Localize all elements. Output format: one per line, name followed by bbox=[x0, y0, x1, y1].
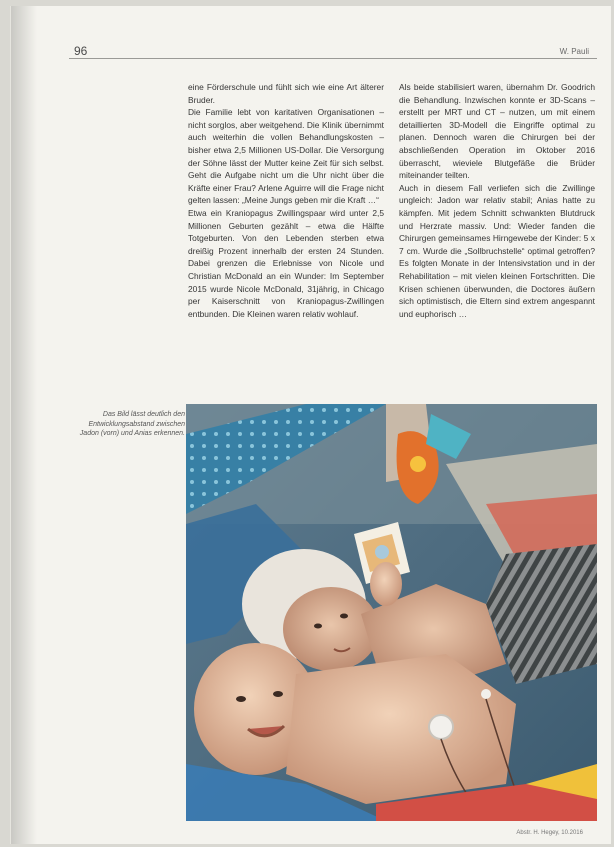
twins-photo bbox=[186, 404, 597, 821]
monitor-sensor bbox=[429, 715, 453, 739]
page-footer: Abstr. H. Hegey, 10.2016 bbox=[516, 830, 583, 836]
page-number: 96 bbox=[74, 44, 88, 58]
paragraph: Als beide stabilisiert waren, übernahm Dr. Goodrich die Behandlung. Inzwischen konnte er 3D-Scans – erstellt per MRT und CT – nutzen, um mit einem detaillierten 3D-Modell die Eingriffe optimal zu planen. Dennoch waren die Chirurgen bei der abschließenden Operation im Oktober 2016 überrascht, wieviele Blutgefäße die Brüder miteinander teilten. bbox=[399, 82, 595, 181]
running-header-author: W. Pauli bbox=[559, 47, 589, 56]
paragraph: Auch in diesem Fall verliefen sich die Zwillinge ungleich: Jadon war relativ stabil; Anias hatte zu kämpfen. Mit jedem Schnitt schwankten Blutdruck und Herzrate massiv. Und: Wieder fanden die Chirurgen gemeinsames Hirngewebe der Kinder: 5 x 7 cm. Wurde die „Sollbruchstelle“ optimal getroffen? Es folgten Monate in der Intensivstation und in der Rehabilitation – mit vielen kleinen Fortschritten. Die Krisen schienen überwunden, die Doctores äußern sich optimistisch, die Eltern sind extrem angespannt und euphorisch … bbox=[399, 182, 595, 319]
baby-hand bbox=[370, 562, 402, 606]
paragraph: eine Förderschule und fühlt sich wie eine Art älterer Bruder. bbox=[188, 82, 384, 105]
article-column-left bbox=[188, 81, 384, 320]
magazine-page bbox=[10, 6, 611, 844]
page-spine-shadow bbox=[11, 6, 37, 844]
paragraph: Die Familie lebt von karitativen Organisationen – nicht sorglos, aber weitgehend. Die Klinik übernimmt auch weiterhin die vollen Behandlungskosten – bisher etwa 2,5 Millionen US-Dollar. Die Versorgung der Söhne lässt der Mutter keine Zeit für sich selbst. Geht die Aufgabe nicht um die Uhr nicht über die Kräfte einer Frau? Arlene Aguirre will die Frage nicht gelten lassen: „Meine Jungs geben mir die Kraft …“ bbox=[188, 107, 384, 206]
paragraph: Etwa ein Kraniopagus Zwillingspaar wird unter 2,5 Millionen Geburten gezählt – etwa die Hälfte Totgeburten. Von den Lebenden sterben etwa dreißig Prozent innerhalb der ersten 24 Stunden. Dabei grenzen die Erlebnisse von Nicole und Christian McDonald an ein Wunder: Im September 2015 wurde Nicole McDonald, 31jährig, in Chicago per Kaiserschnitt von Kraniopagus-Zwillingen entbunden. Die Kleinen waren relativ wohlauf. bbox=[188, 207, 384, 319]
article-column-right bbox=[399, 81, 595, 320]
figure-caption: Das Bild lässt deutlich den Entwicklungsabstand zwischen Jadon (vorn) und Anias erkennen. bbox=[79, 411, 185, 437]
header-divider bbox=[69, 58, 597, 59]
photo-illustration bbox=[186, 404, 597, 821]
anias-face bbox=[283, 587, 379, 671]
